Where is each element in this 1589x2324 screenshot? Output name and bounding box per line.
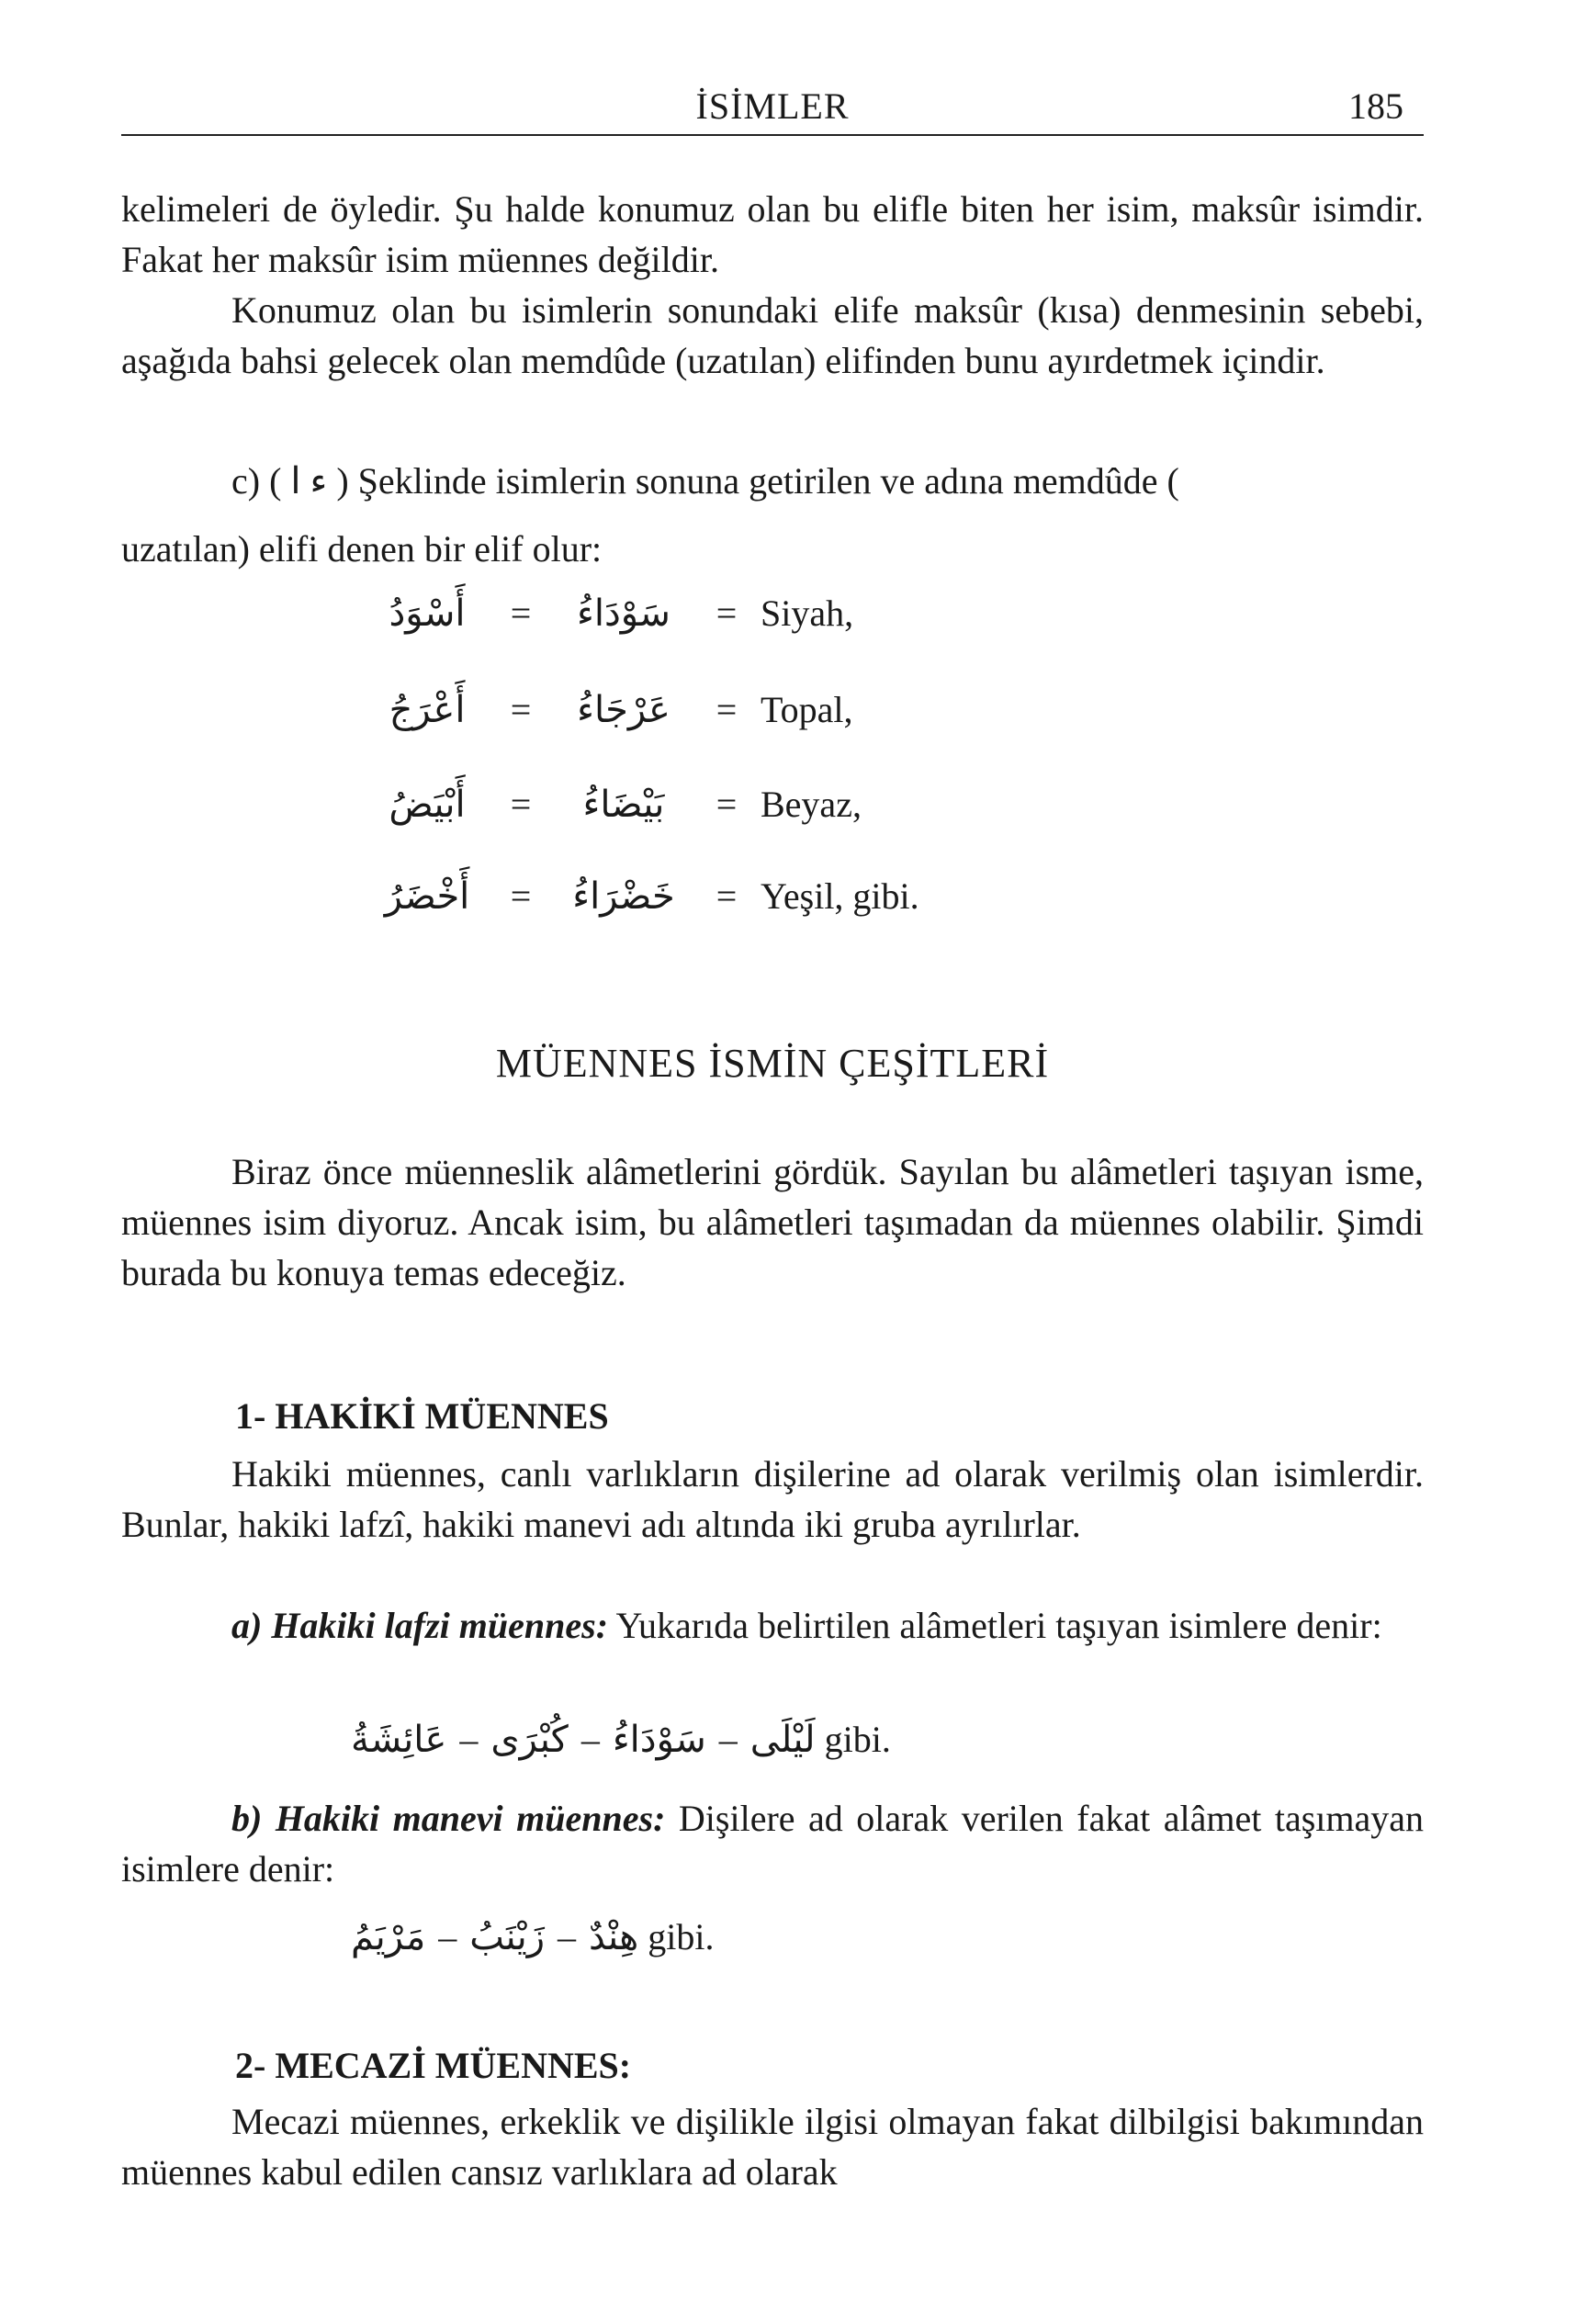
arabic-example: مَرْيَمُ: [351, 1916, 426, 1958]
meaning: Topal,: [761, 689, 853, 731]
masculine-form: أَخْضَرُ: [384, 874, 470, 918]
section-intro-paragraph: Biraz önce müenneslik alâmetlerini gördük. Sayılan bu alâmetleri taşıyan isme, müennes isim diyoruz. Ancak isim, bu alâmetleri taşımadan da müennes olabilir. Şimdi burada bu konuya temas edeceğiz.: [121, 1151, 1424, 1293]
running-title: İSİMLER: [695, 85, 850, 127]
hakiki-manevi-paragraph: [121, 1793, 1424, 1894]
example-row-4: [367, 871, 919, 918]
intro-paragraph-1: kelimeleri de öyledir. Şu halde konumuz olan bu elifle biten her isim, maksûr isimdir. Fakat her maksûr isim müennes değildir.: [121, 188, 1424, 280]
equals-sign: =: [716, 689, 738, 731]
hakiki-lafzi-label: a) Hakiki lafzi müennes:: [231, 1605, 609, 1646]
arabic-example: هِنْدٌ: [589, 1916, 639, 1958]
hakiki-manevi-text: Dişilere ad olarak verilen fakat alâmet taşımayan isimlere denir:: [121, 1798, 1424, 1890]
equals-sign: =: [510, 689, 532, 731]
meaning: Siyah,: [761, 592, 854, 635]
example-row-2: [367, 684, 853, 731]
hakiki-lafzi-paragraph: [121, 1600, 1424, 1651]
equals-sign: =: [510, 592, 532, 635]
section-title: MÜENNES İSMİN ÇEŞİTLERİ: [495, 1041, 1050, 1086]
equals-sign: =: [510, 875, 532, 918]
hakiki-manevi-examples: مَرْيَمُ – زَيْنَبُ – هِنْدٌ gibi.: [351, 1916, 715, 1958]
meaning: Beyaz,: [761, 784, 862, 826]
arabic-example: زَيْنَبُ: [469, 1916, 546, 1958]
page-header: [121, 81, 1424, 136]
hakiki-manevi-label: b) Hakiki manevi müennes:: [231, 1798, 666, 1839]
equals-sign: =: [510, 784, 532, 826]
example-row-3: [367, 779, 862, 826]
intro-paragraph-3-line-2: uzatılan) elifi denen bir elif olur:: [121, 528, 603, 570]
intro-paragraph-3-line-1: c) ( ء ا ) Şeklinde isimlerin sonuna getirilen ve adına memdûde (: [231, 460, 1179, 502]
arabic-example: عَائِشَةُ: [351, 1719, 447, 1761]
subheading-hakiki-muennes: 1- HAKİKİ MÜENNES: [235, 1395, 609, 1437]
page-number: 185: [1348, 85, 1403, 127]
arabic-example: سَوْدَاءُ: [612, 1719, 706, 1761]
hakiki-lafzi-examples: عَائِشَةُ – كُبْرَى – سَوْدَاءُ – لَيْلَى gibi.: [351, 1719, 891, 1761]
masculine-form: أَعْرَجُ: [389, 688, 466, 731]
intro-paragraph-2: Konumuz olan bu isimlerin sonundaki elife maksûr (kısa) denmesinin sebebi, aşağıda bahsi gelecek olan memdûde (uzatılan) elifinden bunu ayırdetmek içindir.: [121, 289, 1424, 381]
example-suffix: gibi.: [824, 1719, 891, 1760]
masculine-form: أَبْيَضُ: [389, 783, 466, 826]
mecazi-paragraph: Mecazi müennes, erkeklik ve dişilikle ilgisi olmayan fakat dilbilgisi bakımından müennes kabul edilen cansız varlıklara ad olarak: [121, 2101, 1424, 2193]
masculine-form: أَسْوَدُ: [389, 592, 466, 635]
hakiki-paragraph: Hakiki müennes, canlı varlıkların dişilerine ad olarak verilmiş olan isimlerdir. Bunlar, hakiki lafzî, hakiki manevi adı altında iki gruba ayrılırlar.: [121, 1453, 1424, 1545]
feminine-form: عَرْجَاءُ: [577, 688, 671, 731]
example-suffix: gibi.: [648, 1916, 715, 1957]
feminine-form: بَيْضَاءُ: [582, 783, 665, 826]
arabic-example: لَيْلَى: [749, 1719, 816, 1761]
arabic-example: كُبْرَى: [490, 1719, 569, 1761]
meaning: Yeşil, gibi.: [761, 875, 919, 918]
equals-sign: =: [716, 592, 738, 635]
feminine-form: خَضْرَاءُ: [572, 874, 675, 918]
feminine-form: سَوْدَاءُ: [577, 592, 671, 635]
example-row-1: [367, 588, 853, 635]
equals-sign: =: [716, 784, 738, 826]
hakiki-lafzi-text: Yukarıda belirtilen alâmetleri taşıyan isimlere denir:: [608, 1605, 1382, 1646]
equals-sign: =: [716, 875, 738, 918]
subheading-mecazi-muennes: 2- MECAZİ MÜENNES:: [235, 2045, 632, 2086]
